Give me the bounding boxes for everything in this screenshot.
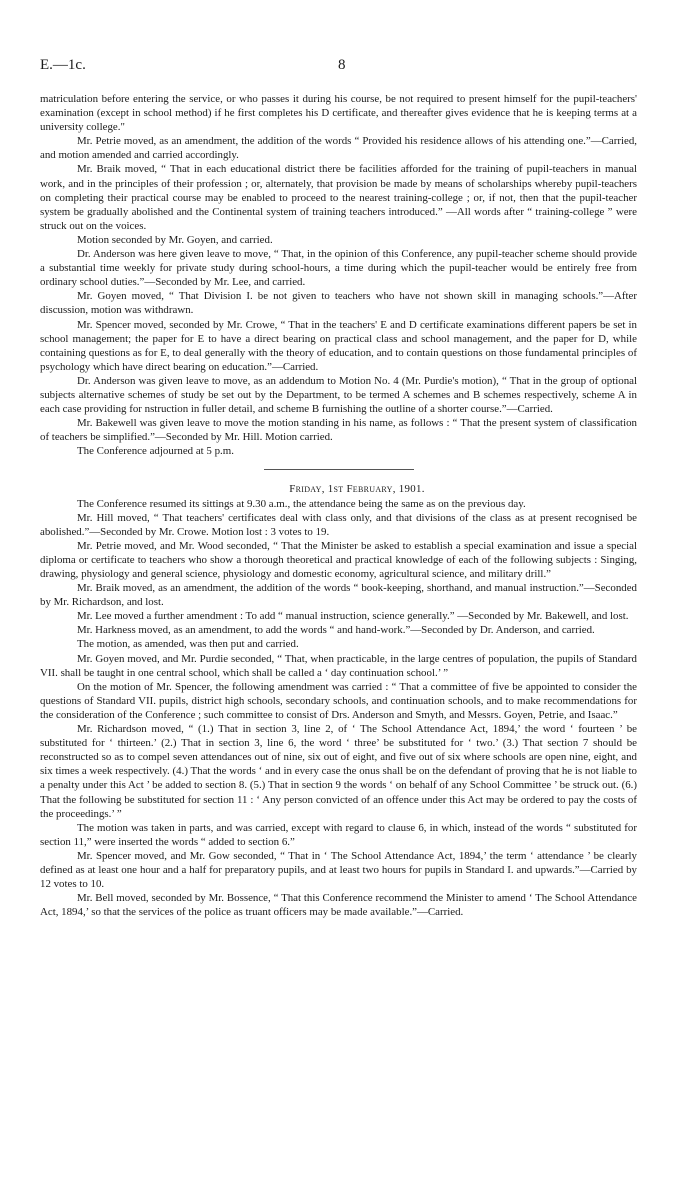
paragraph: Mr. Petrie moved, as an amendment, the addition of the words “ Provided his residence allows of his attending one.”—Carried, and motion amended and carried accordingly. [40, 135, 637, 162]
paragraph: Mr. Spencer moved, and Mr. Gow seconded, “ That in ‘ The School Attendance Act, 1894,’ the term ‘ attendance ’ be clearly defined as at least one hour and a half for preparatory pupils, and at least two hours for pupils in Standard I. and upwards.”—Carried by 12 votes to 10. [40, 849, 637, 891]
paragraph: Mr. Goyen moved, and Mr. Purdie seconded, “ That, when practicable, in the large centres of population, the pupils of Standard VII. shall be taught in one central school, which shall be called a ‘ day continuation school.’ ” [40, 652, 637, 679]
paragraph: On the motion of Mr. Spencer, the following amendment was carried : “ That a committee of five be appointed to consider the questions of Standard VII. pupils, district high schools, secondary schools, and continuation schools, and to make recommendations for the consideration of the Conference ; such committee to consist of Drs. Anderson and Smyth, and Messrs. Goyen, Petrie, and Isaac.” [40, 680, 637, 721]
paragraph: Mr. Braik moved, “ That in each educational district there be facilities afforded for the training of pupil-teachers in manual work, and in the principles of their profession ; or, alternately, that provision be made by means of scholarships whereby pupil-teachers on completing their practical course may be enabled to proceed to the nearest training-college ; or, if not, then that the pupil-teacher system be gradually abolished and the Continental system of training teachers introduced.” —All words after “ training-college ” were struck out on the voices. [40, 163, 637, 232]
paragraph: The motion was taken in parts, and was carried, except with regard to clause 6, in which, instead of the words “ substituted for section 11,” were inserted the words “ added to section 6.” [40, 821, 637, 848]
paragraph: Motion seconded by Mr. Goyen, and carried. [77, 233, 273, 246]
paragraph: Mr. Goyen moved, “ That Division I. be not given to teachers who have not shown skill in managing schools.”—After discussion, motion was withdrawn. [40, 290, 637, 317]
document-reference: E.—1c. [40, 57, 86, 73]
paragraph: Dr. Anderson was given leave to move, as an addendum to Motion No. 4 (Mr. Purdie's motion), “ That in the group of optional subjects alternative schemes of study be set out by the Department, to be termed A schemes and B schemes respectively, scheme A in each case providing for nstruction in fuller detail, and scheme B furnishing the outline of a shorter course.”—Carried. [40, 374, 637, 416]
paragraph: Mr. Braik moved, as an amendment, the addition of the words “ book-keeping, shorthand, and manual instruction.”—Seconded by Mr. Richardson, and lost. [40, 582, 637, 609]
paragraph: matriculation before entering the service, or who passes it during his course, be not required to present himself for the pupil-teachers' examination (except in school method) if he first completes his D certificate, and thereafter gives evidence that he is keeping terms at a university college." [40, 93, 637, 134]
paragraph: Mr. Petrie moved, and Mr. Wood seconded, “ That the Minister be asked to establish a special examination and issue a special diploma or certificate to teachers who show a thorough theoretical and practical knowledge of each of the following subjects : Singing, drawing, physiology and general science, physiology and domestic economy, agricultural science, and military drill.” [40, 539, 637, 580]
paragraph: Mr. Bakewell was given leave to move the motion standing in his name, as follows : “ That the present system of classification of teachers be simplified.”—Seconded by Mr. Hill. Motion carried. [40, 417, 637, 444]
paragraph: The Conference adjourned at 5 p.m. [77, 445, 234, 458]
paragraph: Mr. Spencer moved, seconded by Mr. Crowe, “ That in the teachers' E and D certificate examinations different papers be set in school management; the paper for E to have a direct bearing on practical class and school management, and the paper for D, while containing questions as for E, to deal generally with the theory of education, and to contain questions on those fundamental principles of psychology which have direct bearing on education.”—Carried. [40, 318, 637, 373]
paragraph: The motion, as amended, was then put and carried. [77, 638, 299, 651]
paragraph: Mr. Lee moved a further amendment : To add “ manual instruction, science generally.” —Seconded by Mr. Bakewell, and lost. [77, 610, 629, 623]
paragraph: Dr. Anderson was here given leave to move, “ That, in the opinion of this Conference, any pupil-teacher scheme should provide a substantial time weekly for private study during school-hours, a time during which the pupil-teacher would be entirely free from ordinary school duties.”—Seconded by Mr. Lee, and carried. [40, 248, 637, 289]
paragraph: The Conference resumed its sittings at 9.30 a.m., the attendance being the same as on the previous day. [77, 497, 526, 510]
paragraph: Mr. Bell moved, seconded by Mr. Bossence, “ That this Conference recommend the Minister to amend ‘ The School Attendance Act, 1894,’ so that the services of the police as truant officers may be made available.”—Carried. [40, 892, 637, 919]
paragraph: Mr. Hill moved, “ That teachers' certificates deal with class only, and that divisions of the class as at present recognised be abolished.”—Seconded by Mr. Crowe. Motion lost : 3 votes to 19. [40, 511, 637, 538]
body-text [40, 92, 637, 919]
date-heading: Friday, 1st February, 1901. [289, 483, 425, 496]
section-divider [264, 469, 414, 470]
paragraph: Mr. Richardson moved, “ (1.) That in section 3, line 2, of ‘ The School Attendance Act, 1894,’ the word ‘ fourteen ’ be substituted for ‘ thirteen.’ (2.) That in section 3, line 6, the word ‘ three’ be substituted for ‘ two.’ (3.) That section 7 should be reconstructed so as to compel seven attendances out of nine, six out of eight, and five out of six where schools are open nine, eight, and six times a week respectively. (4.) That the words ‘ and in every case the onus shall be on the defendant of proving that he is not liable to a penalty under this Act ’ be added to section 8. (5.) That in section 9 the words ‘ on behalf of any School Committee ’ be struck out. (6.) That the following be substituted for section 11 : ‘ Any person convicted of an offence under this Act may be ordered to pay the costs of the proceedings.’ ” [40, 723, 637, 820]
page-header [40, 57, 640, 79]
paragraph: Mr. Harkness moved, as an amendment, to add the words “ and hand-work.”—Seconded by Dr. Anderson, and carried. [77, 624, 595, 637]
page-number: 8 [338, 57, 346, 73]
